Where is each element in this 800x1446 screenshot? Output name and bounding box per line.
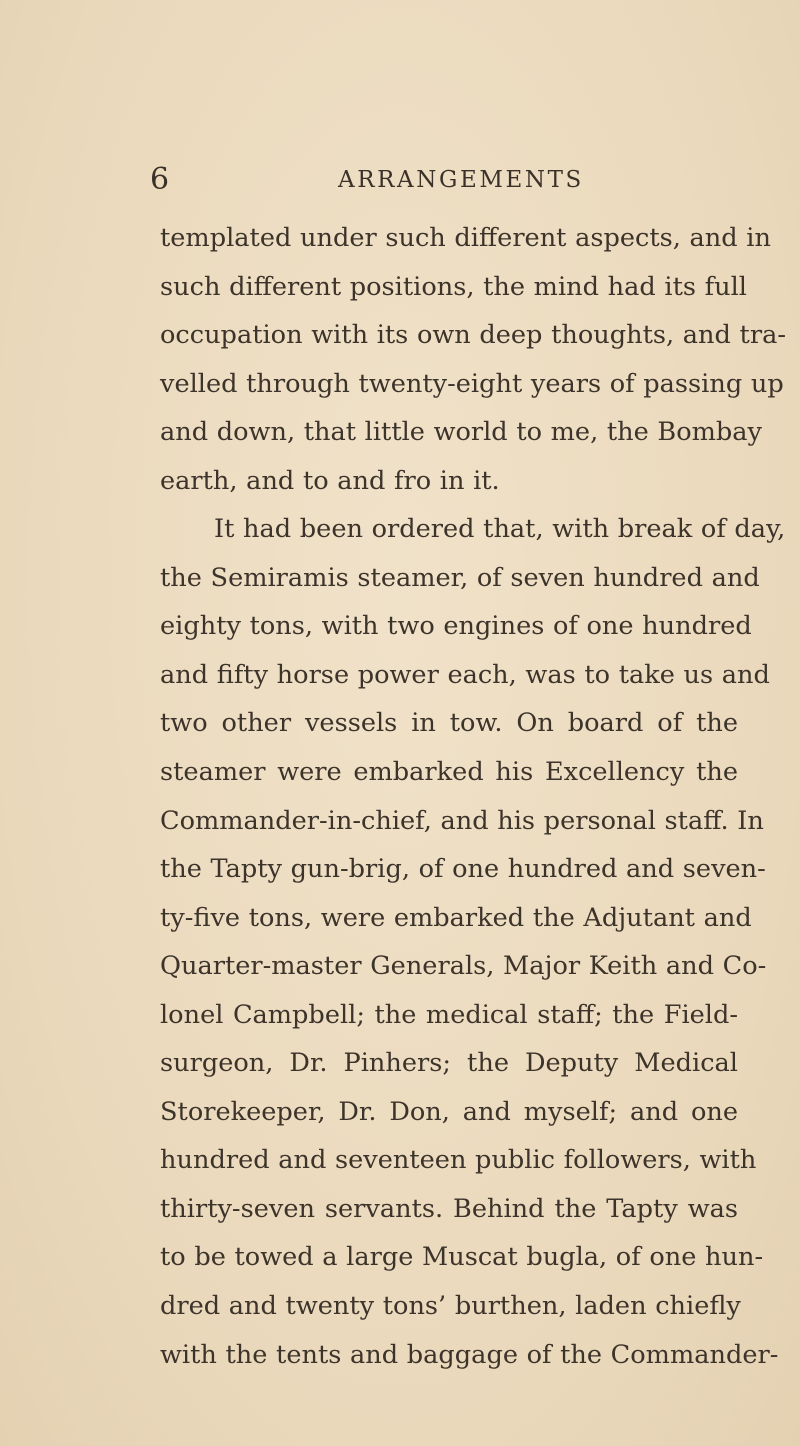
body-text	[160, 214, 786, 1379]
text-line: and down, that little world to me, the Bombay	[160, 417, 762, 448]
running-title: ARRANGEMENTS	[338, 167, 584, 193]
text-line: lonel Campbell; the medical staff; the Field-	[160, 999, 738, 1030]
page-header	[0, 160, 800, 200]
text-line: velled through twenty-eight years of passing up	[160, 368, 784, 399]
text-line: earth, and to and fro in it.	[160, 465, 500, 496]
text-line: surgeon, Dr. Pinhers; the Deputy Medical	[160, 1048, 738, 1079]
text-line: thirty-seven servants. Behind the Tapty was	[160, 1193, 738, 1224]
text-line: steamer were embarked his Excellency the	[160, 757, 738, 788]
text-line: hundred and seventeen public followers, with	[160, 1145, 757, 1176]
text-line: to be towed a large Muscat bugla, of one hun-	[160, 1242, 764, 1273]
text-line: Quarter-master Generals, Major Keith and Co-	[160, 951, 767, 982]
text-line: with the tents and baggage of the Commander-	[160, 1339, 779, 1370]
text-line: Commander-in-chief, and his personal staff. In	[160, 805, 764, 836]
text-line: and fifty horse power each, was to take us and	[160, 659, 770, 690]
text-line: the Tapty gun-brig, of one hundred and seven-	[160, 854, 766, 885]
text-line: eighty tons, with two engines of one hundred	[160, 611, 752, 642]
text-line: templated under such different aspects, and in	[160, 223, 771, 253]
page-number: 6	[150, 162, 170, 197]
text-line: ty-five tons, were embarked the Adjutant and	[160, 902, 752, 933]
text-line: the Semiramis steamer, of seven hundred and	[160, 562, 760, 593]
text-line: two other vessels in tow. On board of the	[160, 708, 738, 739]
text-line: It had been ordered that, with break of day,	[214, 514, 786, 545]
text-line: dred and twenty tons’ burthen, laden chiefly	[160, 1291, 741, 1322]
text-line: such different positions, the mind had its full	[160, 271, 747, 302]
text-line: Storekeeper, Dr. Don, and myself; and one	[160, 1096, 738, 1127]
text-line: occupation with its own deep thoughts, and tra-	[160, 320, 786, 351]
